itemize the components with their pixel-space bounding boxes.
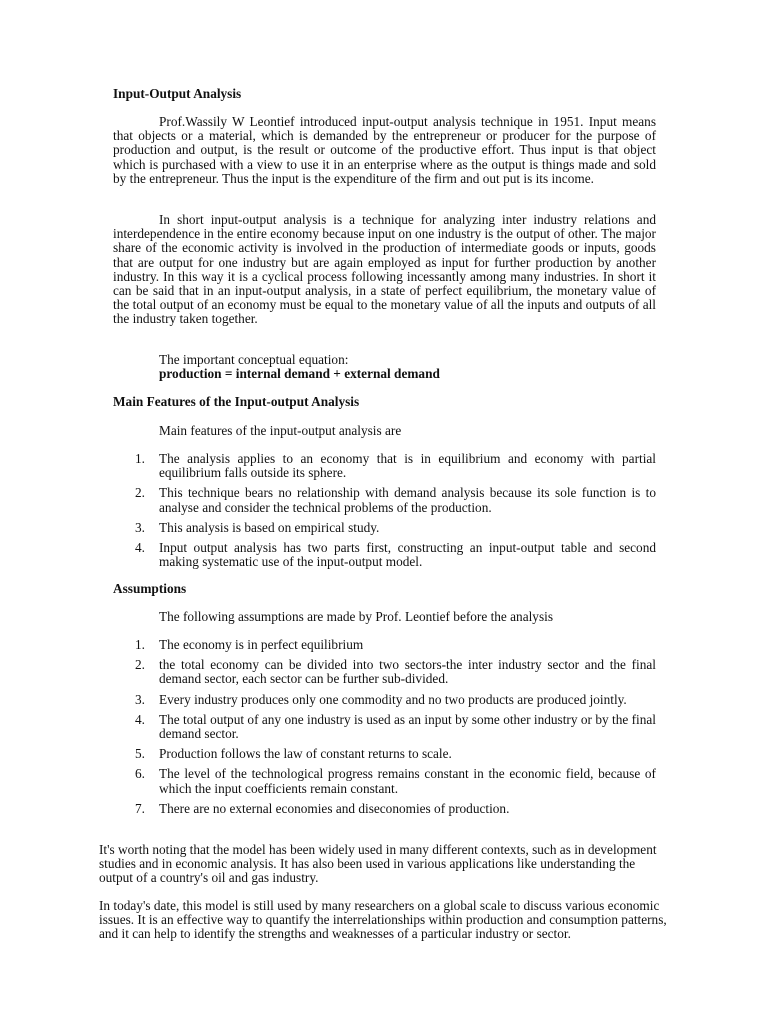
list-number: 4. — [135, 711, 145, 727]
list-text: This technique bears no relationship with demand analysis because its sole function is to analyse and consider the technical problems of the production. — [159, 485, 656, 515]
list-item — [113, 658, 656, 686]
features-heading: Main Features of the Input-output Analysis — [113, 394, 360, 409]
list-number: 2. — [135, 657, 145, 673]
list-number: 3. — [135, 691, 145, 707]
list-text: Input output analysis has two parts first, constructing an input-output table and second making systematic use of the input-output model. — [159, 540, 656, 570]
list-text: Every industry produces only one commodity and no two products are produced jointly. — [159, 691, 627, 707]
list-text: The total output of any one industry is used as an input by some other industry or by the final demand sector. — [159, 711, 656, 742]
list-number: 6. — [135, 766, 145, 782]
list-text: Production follows the law of constant returns to scale. — [159, 746, 452, 762]
list-item — [113, 693, 656, 707]
list-number: 5. — [135, 746, 145, 762]
features-list — [113, 452, 656, 569]
equation-formula: production = internal demand + external demand — [159, 366, 440, 382]
list-item — [113, 713, 656, 741]
paragraph-definition: In short input-output analysis is a technique for analyzing inter industry relations and interdependence in the entire economy because input on one industry is the output of other. The major share of the economic activity is involved in the production of intermediate goods or inputs, goods that are output for one industry but are again employed as input for further production by another industry. In this way it is a cyclical process following incessantly among many industries. In short it can be said that in an input-output analysis, in a state of perfect equilibrium, the monetary value of the total output of an economy must be equal to the monetary value of all the inputs and outputs of all the industry taken together. — [113, 212, 656, 327]
paragraph-intro: Prof.Wassily W Leontief introduced input-output analysis technique in 1951. Input means that objects or a material, which is demanded by the entrepreneur or producer for the purpose of production and output, is the result or outcome of the productive effort. Thus input is that object which is purchased with a view to use it in an enterprise where as the output is things made and sold by the entrepreneur. Thus the input is the expenditure of the firm and out put is its income. — [113, 114, 656, 186]
list-item — [113, 541, 656, 569]
closing-paragraph-usage: It's worth noting that the model has been widely used in many different contexts, such as in development studies and in economic analysis. It has also been used in various applications like understanding the output of a country's oil and gas industry. — [99, 842, 657, 886]
list-number: 7. — [135, 800, 145, 816]
list-item — [113, 767, 656, 795]
list-item — [113, 521, 656, 535]
list-text: The analysis applies to an economy that is in equilibrium and economy with partial equilibrium falls outside its sphere. — [159, 451, 656, 481]
page-title: Input-Output Analysis — [113, 86, 242, 101]
list-item — [113, 747, 656, 761]
list-text: The level of the technological progress remains constant in the economic field, because of which the input coefficients remain constant. — [159, 766, 656, 796]
list-text: the total economy can be divided into two sectors-the inter industry sector and the final demand sector, each sector can be further sub-divided. — [159, 657, 656, 687]
closing-paragraph-today: In today's date, this model is still used by many researchers on a global scale to discuss various economic issues. It is an effective way to quantify the interrelationships within production and consumption patterns, and it can help to identify the strengths and weaknesses of a particular industry or sector. — [99, 898, 667, 942]
list-item — [113, 452, 656, 480]
list-text: This analysis is based on empirical study. — [159, 519, 380, 535]
list-item — [113, 638, 656, 652]
equation-label: The important conceptual equation: — [159, 352, 349, 367]
list-number: 1. — [135, 637, 145, 652]
list-item — [113, 802, 656, 816]
list-text: The economy is in perfect equilibrium — [159, 637, 364, 652]
features-intro: Main features of the input-output analysis are — [159, 423, 402, 438]
list-number: 2. — [135, 485, 145, 501]
list-item — [113, 486, 656, 514]
list-number: 1. — [135, 451, 145, 466]
assumptions-heading: Assumptions — [113, 581, 187, 596]
assumptions-intro: The following assumptions are made by Prof. Leontief before the analysis — [159, 609, 553, 624]
list-number: 4. — [135, 540, 145, 556]
list-number: 3. — [135, 519, 145, 535]
equation-block — [159, 353, 440, 381]
list-text: There are no external economies and diseconomies of production. — [159, 800, 510, 816]
assumptions-list — [113, 638, 656, 816]
